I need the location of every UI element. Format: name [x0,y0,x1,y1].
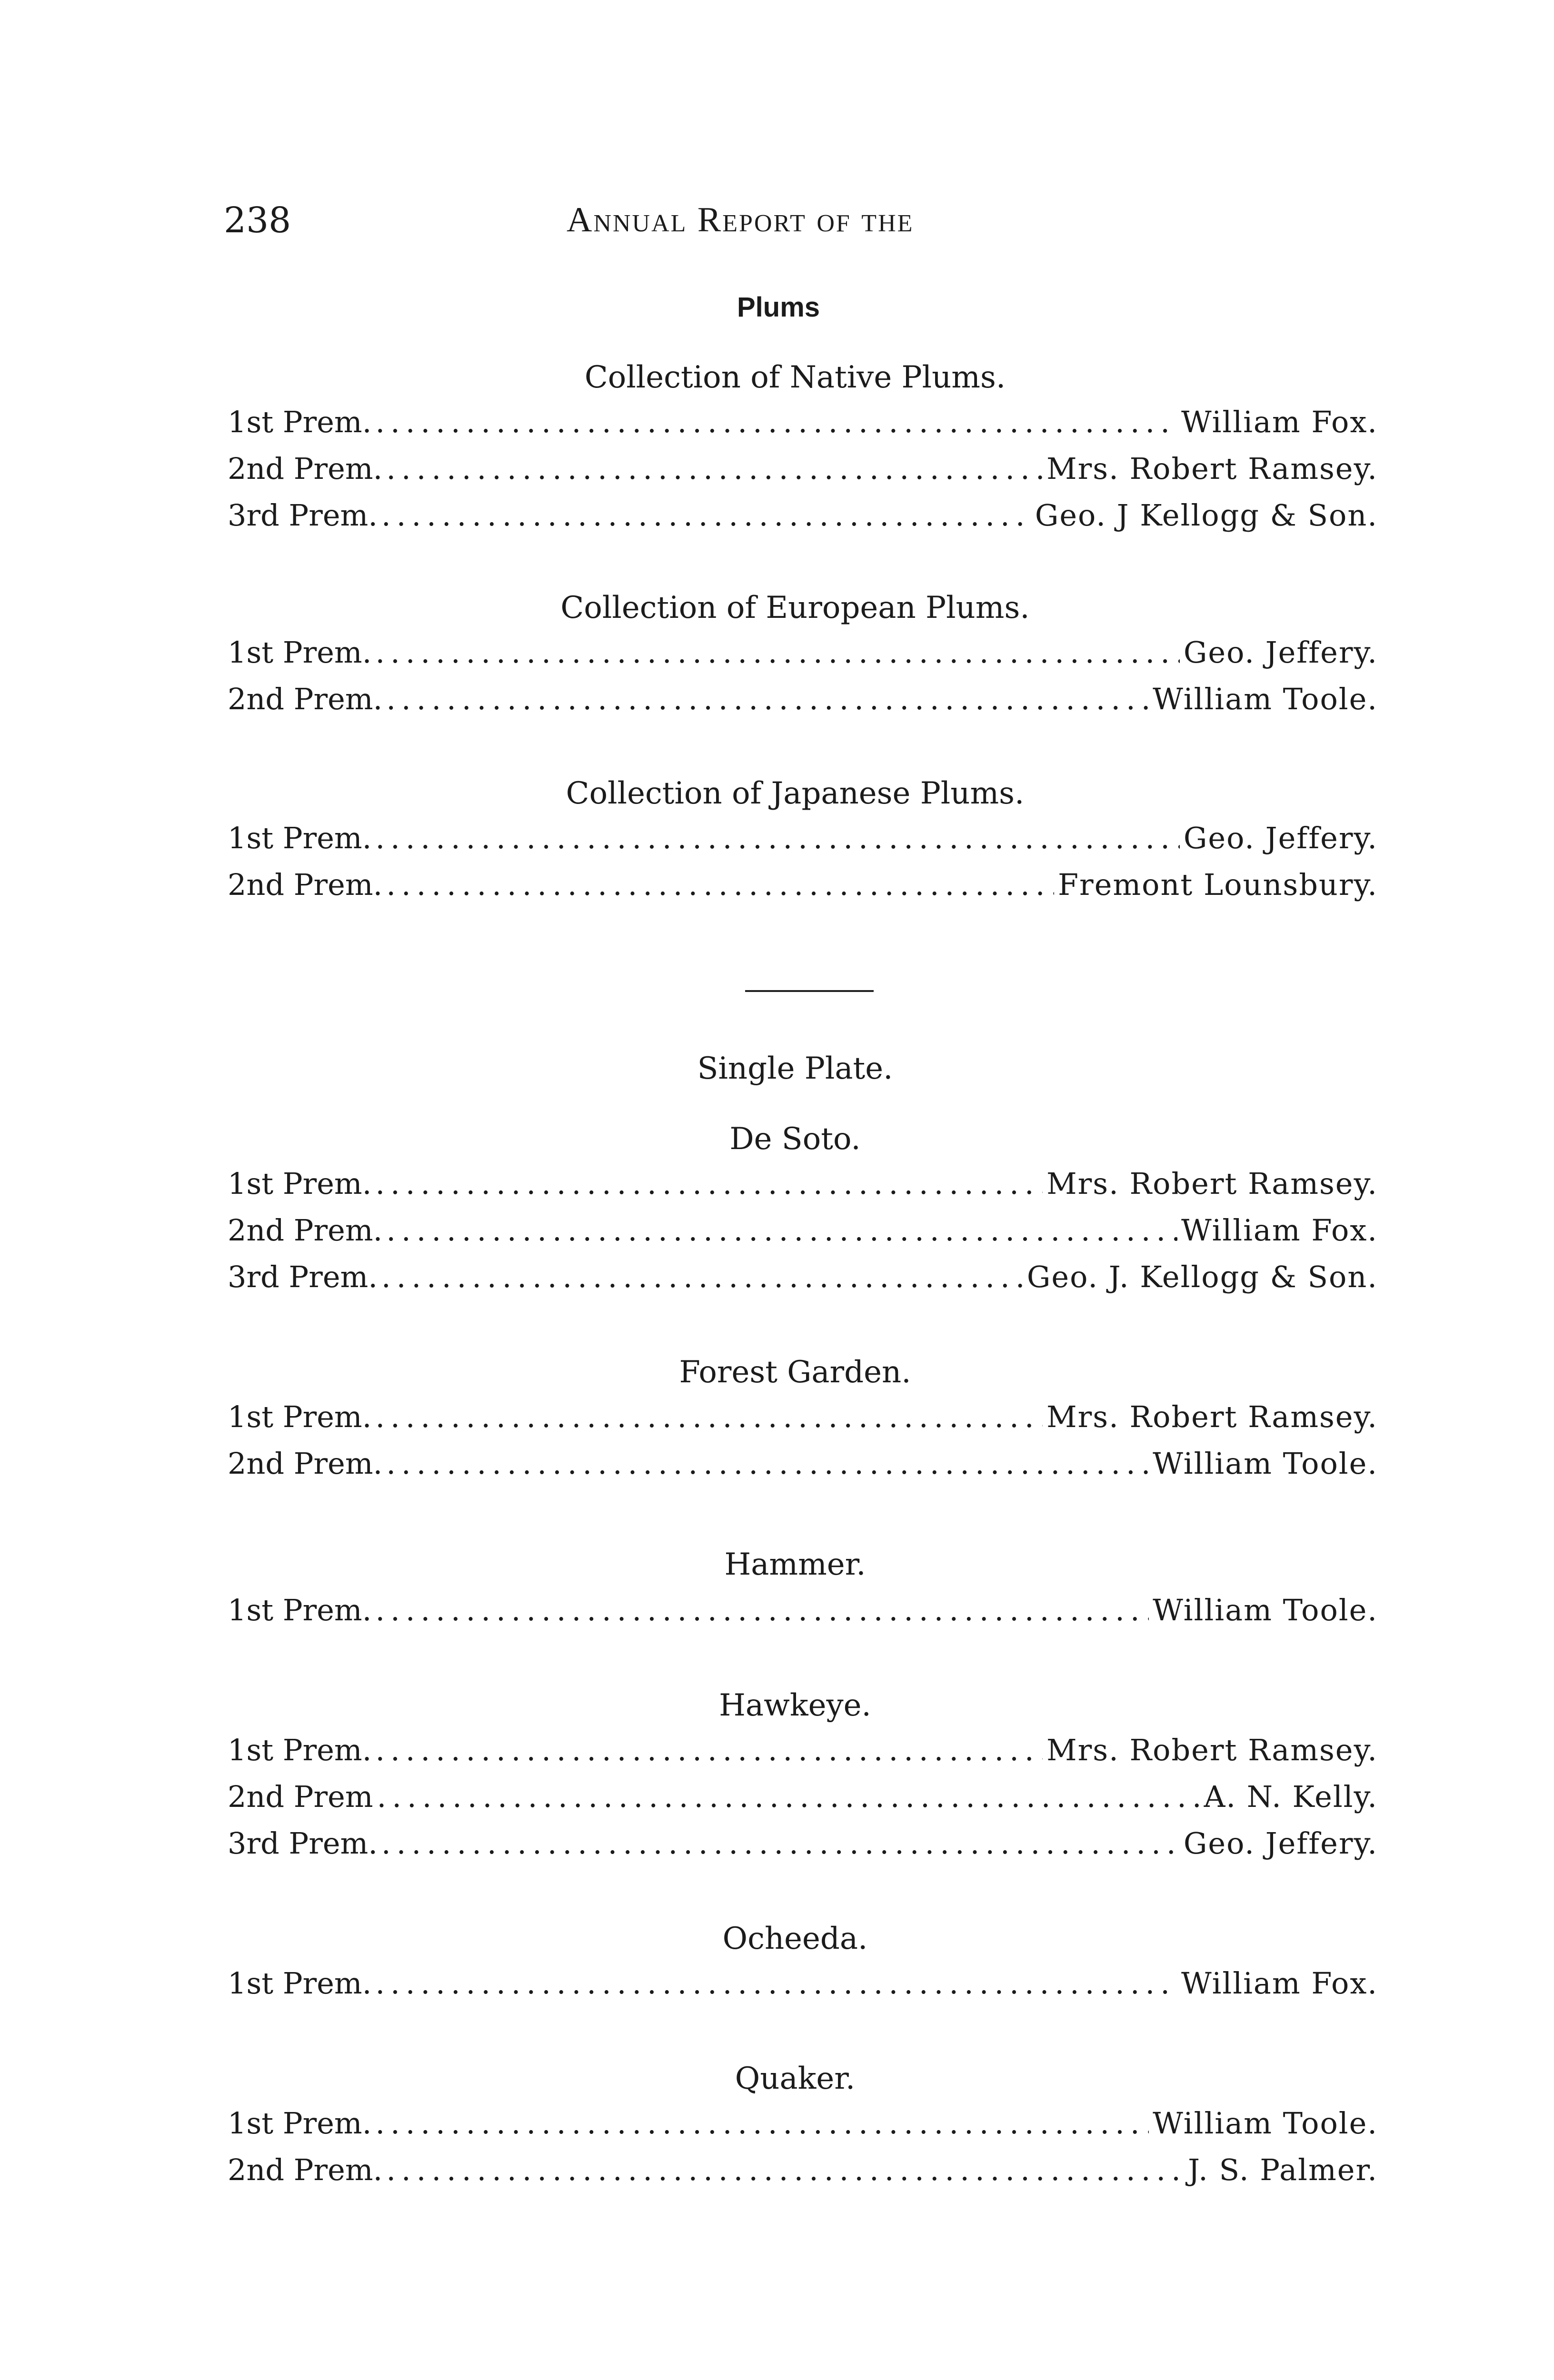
winner-name: William Fox. [1181,1966,1378,2001]
award-entry [228,1213,1378,1259]
award-entry [228,498,1378,544]
award-entry [228,1399,1378,1445]
award-rank: 1st Prem. [228,635,372,670]
winner-name: William Toole. [1153,682,1378,716]
award-rank: 1st Prem. [228,1399,372,1434]
dot-leader [381,1826,1180,1861]
award-rank: 2nd Prem. [228,1213,383,1248]
winner-name: Mrs. Robert Ramsey. [1046,1166,1378,1201]
award-rank: 1st Prem. [228,2106,372,2141]
group-heading-quaker: Quaker. [735,2061,856,2096]
award-rank: 2nd Prem. [228,867,383,902]
group-heading-single-plate: Single Plate. [697,1051,893,1086]
award-entry [228,451,1378,497]
award-entry [228,405,1378,450]
award-rank: 1st Prem. [228,1733,372,1767]
award-rank: 1st Prem. [228,821,372,855]
dot-leader [375,1966,1177,2001]
award-entry [228,1166,1378,1212]
award-entry [228,1446,1378,1492]
winner-name: Fremont Lounsbury. [1058,867,1378,902]
award-rank: 2nd Prem. [228,451,383,486]
winner-name: Mrs. Robert Ramsey. [1046,1399,1378,1434]
dot-leader [375,1733,1043,1767]
section-divider [745,990,874,992]
award-rank: 3rd Prem. [228,1259,378,1294]
dot-leader [381,498,1031,533]
award-rank: 2nd Prem. [228,682,383,716]
winner-name: Geo. Jeffery. [1183,635,1378,670]
dot-leader [381,1259,1023,1294]
dot-leader [386,1446,1149,1481]
award-rank: 2nd Prem. [228,1446,383,1481]
dot-leader [375,1593,1149,1627]
winner-name: William Toole. [1153,1593,1378,1627]
winner-name: William Fox. [1181,405,1378,439]
group-heading-de-soto: De Soto. [729,1121,861,1157]
dot-leader [375,405,1177,439]
award-rank: 1st Prem. [228,1166,372,1201]
group-heading-ocheeda: Ocheeda. [722,1921,868,1956]
award-entry [228,2106,1378,2152]
dot-leader [377,1779,1200,1814]
section-title: Plums [737,292,820,323]
dot-leader [375,1399,1043,1434]
award-entry [228,635,1378,681]
group-heading-native: Collection of Native Plums. [584,360,1006,395]
award-entry [228,1259,1378,1305]
group-heading-hawkeye: Hawkeye. [719,1688,871,1723]
dot-leader [386,682,1149,716]
award-rank: 3rd Prem. [228,1826,378,1861]
winner-name: Mrs. Robert Ramsey. [1046,1733,1378,1767]
winner-name: William Toole. [1153,1446,1378,1481]
winner-name: Geo. J. Kellogg & Son. [1026,1259,1378,1294]
award-entry [228,1779,1378,1825]
dot-leader [375,1166,1043,1201]
award-entry [228,1826,1378,1872]
winner-name: Mrs. Robert Ramsey. [1046,451,1378,486]
award-entry [228,1593,1378,1638]
winner-name: William Toole. [1153,2106,1378,2141]
winner-name: Geo. Jeffery. [1183,821,1378,855]
dot-leader [386,867,1054,902]
dot-leader [375,2106,1149,2141]
award-entry [228,1966,1378,2012]
award-rank: 3rd Prem. [228,498,378,533]
award-entry [228,1733,1378,1778]
group-heading-japanese: Collection of Japanese Plums. [566,776,1025,811]
dot-leader [386,451,1043,486]
dot-leader [375,821,1179,855]
award-entry [228,821,1378,866]
group-heading-european: Collection of European Plums. [560,590,1030,625]
group-heading-forest-garden: Forest Garden. [679,1355,911,1390]
award-entry [228,2152,1378,2198]
winner-name: Geo. J Kellogg & Son. [1035,498,1378,533]
award-rank: 1st Prem. [228,1593,372,1627]
winner-name: A. N. Kelly. [1204,1779,1378,1814]
award-rank: 2nd Prem. [228,2152,383,2187]
winner-name: Geo. Jeffery. [1183,1826,1378,1861]
award-entry [228,682,1378,727]
page-number: 238 [224,200,291,241]
winner-name: William Fox. [1181,1213,1378,1248]
award-rank: 1st Prem. [228,405,372,439]
winner-name: J. S. Palmer. [1188,2152,1378,2187]
award-rank: 2nd Prem [228,1779,373,1814]
group-heading-hammer: Hammer. [724,1547,866,1582]
running-head: Annual Report of the [567,200,914,239]
dot-leader [375,635,1179,670]
award-rank: 1st Prem. [228,1966,372,2001]
dot-leader [386,2152,1184,2187]
award-entry [228,867,1378,913]
dot-leader [386,1213,1177,1248]
page-header [0,190,1554,257]
